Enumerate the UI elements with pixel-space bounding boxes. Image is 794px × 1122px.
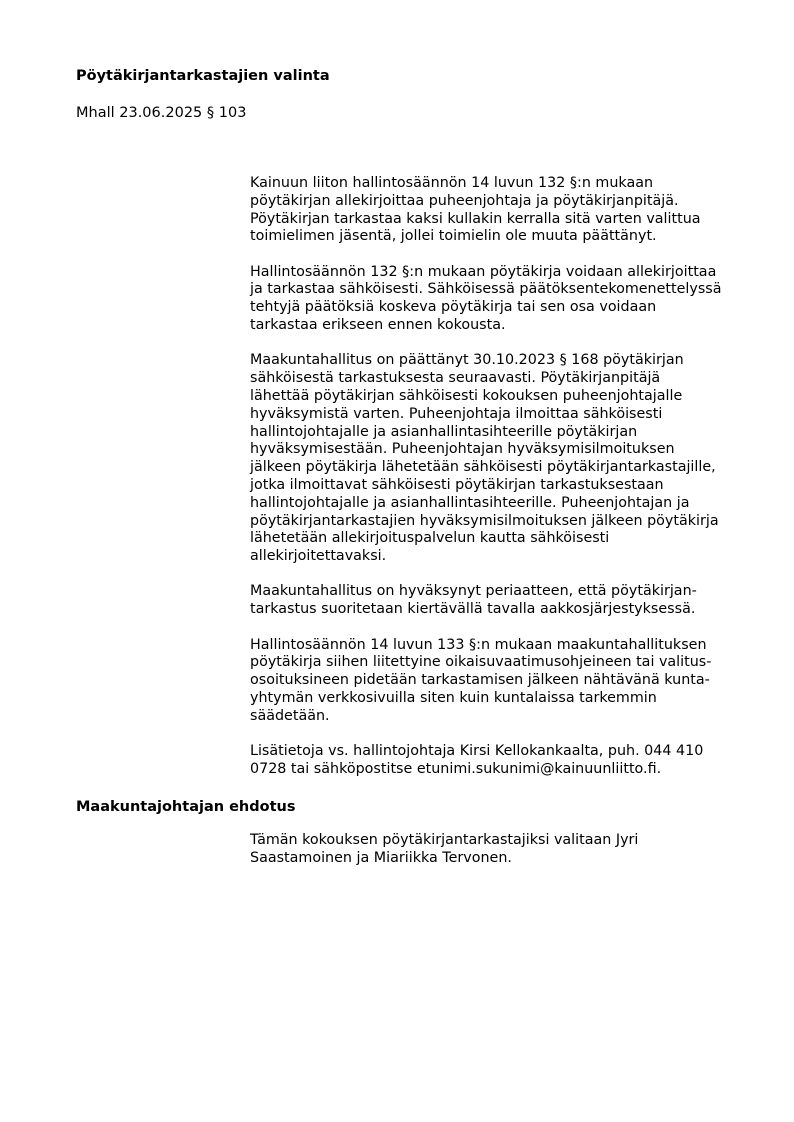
text-line: jotka ilmoittavat sähköisesti pöytäkirjan tarkastuksestaan: [250, 476, 664, 493]
decision-text: [250, 175, 742, 796]
text-line: pöytäkirjan allekirjoittaa puheenjohtaja ja pöytäkirjanpitäjä.: [250, 192, 679, 209]
text-line: yhtymän verkkosivuilla siten kuin kuntalaissa tarkemmin: [250, 689, 657, 706]
text-line: Tämän kokouksen pöytäkirjantarkastajiksi valitaan Jyri: [250, 832, 639, 848]
text-line: pöytäkirja siihen liitettyine oikaisuvaatimusohjeineen tai valitus-: [250, 654, 712, 671]
text-line: Hallintosäännön 132 §:n mukaan pöytäkirja voidaan allekirjoittaa: [250, 263, 717, 280]
paragraph: [250, 583, 742, 619]
text-line: Maakuntahallitus on päättänyt 30.10.2023 § 168 pöytäkirjan: [250, 352, 684, 369]
text-line: lähetetään allekirjoituspalvelun kautta sähköisesti: [250, 530, 610, 547]
text-line: hyväksymisestään. Puheenjohtajan hyväksymisilmoituksen: [250, 441, 675, 458]
text-line: Hallintosäännön 14 luvun 133 §:n mukaan maakuntahallituksen: [250, 636, 707, 653]
paragraph: [250, 352, 742, 566]
text-line: Pöytäkirjan tarkastaa kaksi kullakin kerralla sitä varten valittua: [250, 210, 701, 227]
text-line: Saastamoinen ja Miariikka Tervonen.: [250, 849, 512, 866]
text-line: ja tarkastaa sähköisesti. Sähköisessä päätöksentekomenettelyssä: [250, 281, 722, 298]
text-line: säädetään.: [250, 707, 330, 724]
paragraph: [250, 264, 742, 335]
text-line: allekirjoitettavaksi.: [250, 548, 387, 565]
text-line: sähköisestä tarkastuksesta seuraavasti. Pöytäkirjanpitäjä: [250, 370, 661, 387]
text-line: hallintojohtajalle ja asianhallintasihteerille pöytäkirjan: [250, 423, 638, 440]
text-line: 0728 tai sähköpostitse etunimi.sukunimi@kainuunliitto.fi.: [250, 760, 662, 777]
text-line: jälkeen pöytäkirja lähetetään sähköisesti pöytäkirjantarkastajille,: [250, 459, 716, 476]
text-line: tehtyjä päätöksiä koskeva pöytäkirja tai sen osa voidaan: [250, 299, 657, 316]
text-line: toimielimen jäsentä, jollei toimielin ole muuta päättänyt.: [250, 228, 657, 245]
contact-paragraph: [250, 743, 742, 779]
text-line: Maakuntahallitus on hyväksynyt periaatteen, että pöytäkirjan-: [250, 583, 697, 600]
text-line: hallintojohtajalle ja asianhallintasihteerille. Puheenjohtajan ja: [250, 494, 690, 511]
paragraph: [250, 175, 742, 246]
text-line: tarkastus suoritetaan kiertävällä tavalla aakkosjärjestyksessä.: [250, 601, 696, 618]
paragraph: [250, 832, 742, 868]
text-line: osoituksineen pidetään tarkastamisen jälkeen nähtävänä kunta-: [250, 672, 710, 689]
meeting-reference: Mhall 23.06.2025 § 103: [76, 105, 247, 121]
text-line: lähettää pöytäkirjan sähköisesti kokouksen puheenjohtajalle: [250, 387, 683, 404]
section-title: Pöytäkirjantarkastajien valinta: [76, 68, 330, 84]
text-line: pöytäkirjantarkastajien hyväksymisilmoituksen jälkeen pöytäkirja: [250, 512, 719, 529]
text-line: Lisätietoja vs. hallintojohtaja Kirsi Kellokankaalta, puh. 044 410: [250, 743, 704, 760]
text-line: Kainuun liiton hallintosäännön 14 luvun 132 §:n mukaan: [250, 175, 654, 191]
text-line: hyväksymistä varten. Puheenjohtaja ilmoittaa sähköisesti: [250, 405, 663, 422]
text-line: tarkastaa erikseen ennen kokousta.: [250, 317, 506, 334]
proposal-text: [250, 832, 742, 885]
paragraph: [250, 637, 742, 726]
proposal-heading: Maakuntajohtajan ehdotus: [76, 799, 296, 815]
